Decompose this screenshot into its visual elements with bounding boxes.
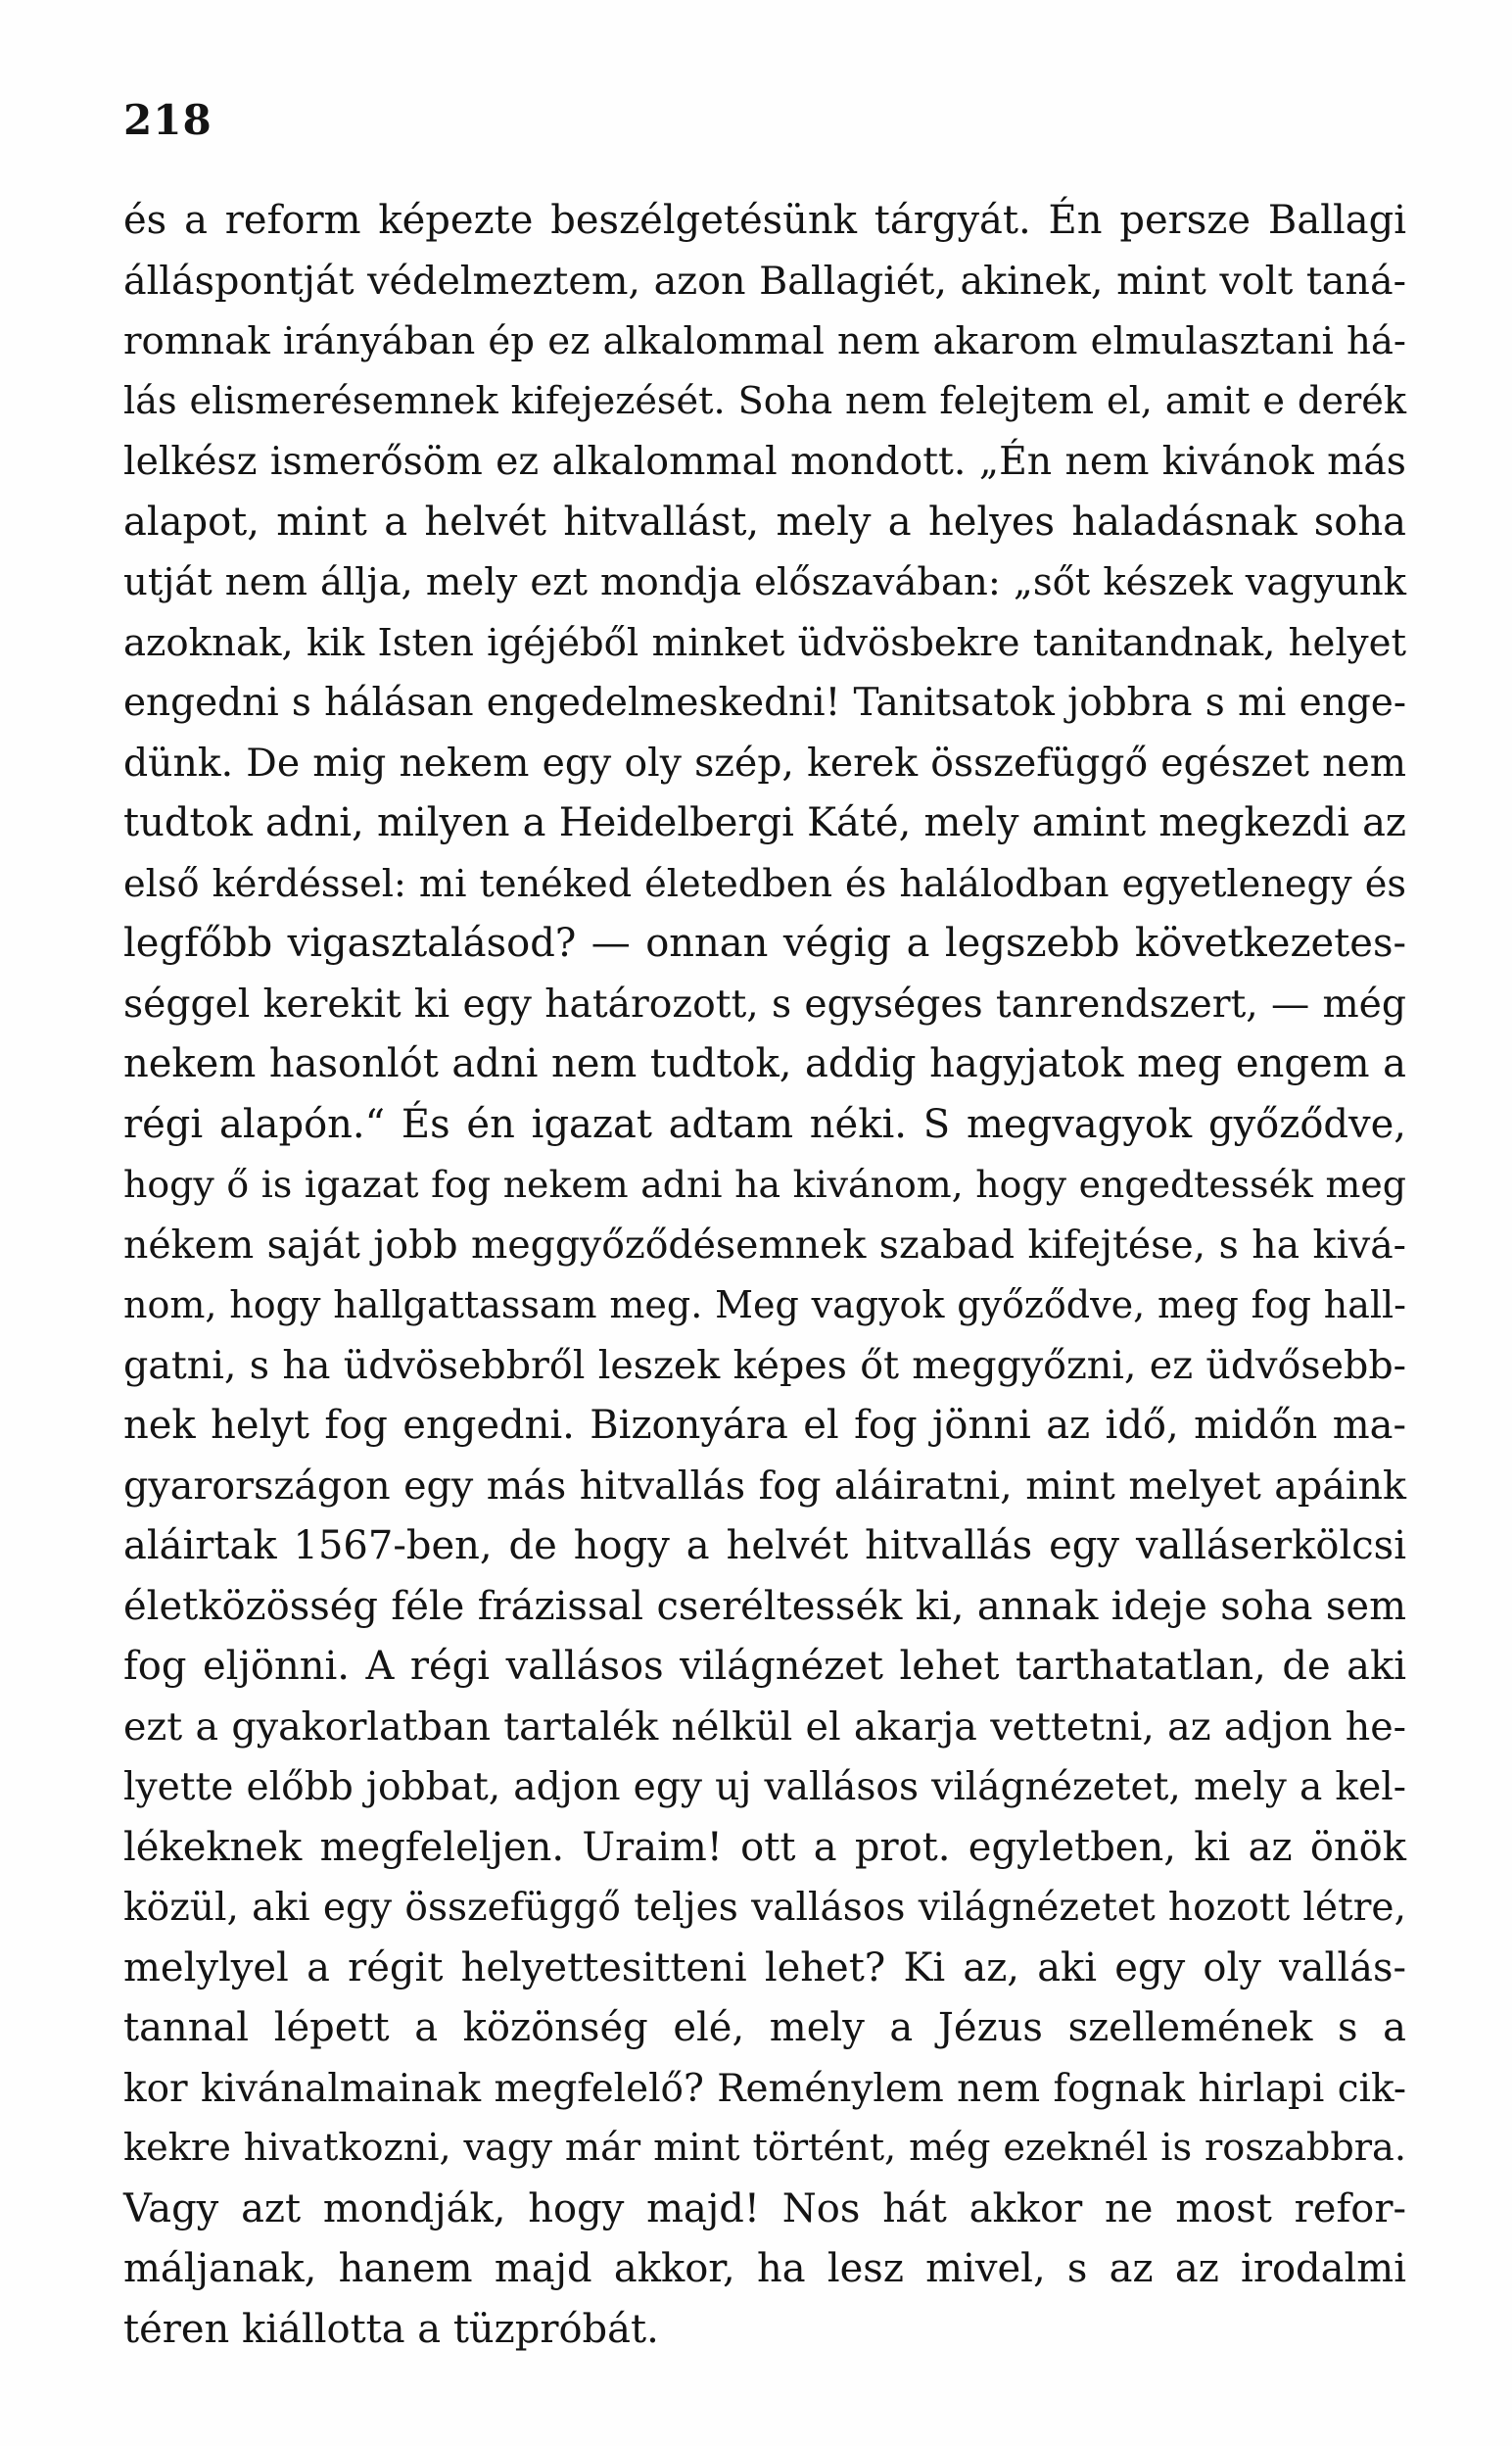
- text-line: nekem hasonlót adni nem tudtok, addig hagyjatok meg engem a: [123, 1041, 1406, 1086]
- text-line: első kérdéssel: mi tenéked életedben és halálodban egyetlenegy és: [123, 861, 1406, 906]
- text-line: legfőbb vigasztalásod? — onnan végig a legszebb következetes-: [123, 921, 1406, 966]
- text-line: tannal lépett a közönség elé, mely a Jézus szellemének s a: [123, 2005, 1406, 2050]
- text-line: alapot, mint a helvét hitvallást, mely a helyes haladásnak soha: [123, 499, 1406, 545]
- text-line: hogy ő is igazat fog nekem adni ha kivánom, hogy engedtessék meg: [123, 1163, 1406, 1206]
- text-line: nom, hogy hallgattassam meg. Meg vagyok győződve, meg fog hall-: [123, 1283, 1406, 1326]
- text-line: régi alapón.“ És én igazat adtam néki. S megvagyok győződve,: [123, 1101, 1406, 1147]
- text-line: életközösség féle frázissal cseréltessék ki, annak ideje soha sem: [123, 1583, 1406, 1629]
- text-line: utját nem állja, mely ezt mondja előszavában: „sőt készek vagyunk: [123, 560, 1406, 604]
- text-line: téren kiállotta a tüzpróbát.: [123, 2306, 659, 2352]
- text-line: álláspontját védelmeztem, azon Ballagiét, akinek, mint volt taná-: [123, 258, 1406, 304]
- text-line: közül, aki egy összefüggő teljes vallásos világnézetet hozott létre,: [123, 1886, 1406, 1930]
- text-line: aláirtak 1567-ben, de hogy a helvét hitvallás egy valláserkölcsi: [123, 1523, 1406, 1568]
- text-line: lékeknek megfeleljen. Uraim! ott a prot. egyletben, ki az önök: [123, 1824, 1406, 1870]
- text-line: máljanak, hanem majd akkor, ha lesz mivel, s az az irodalmi: [123, 2246, 1406, 2291]
- text-line: azoknak, kik Isten igéjéből minket üdvösbekre tanitandnak, helyet: [123, 620, 1406, 665]
- text-line: lyette előbb jobbat, adjon egy uj vallásos világnézetet, mely a kel-: [123, 1765, 1406, 1809]
- body-text: [123, 191, 1406, 2360]
- text-line: lelkész ismerősöm ez alkalommal mondott. „Én nem kivánok más: [123, 439, 1406, 484]
- text-line: melylyel a régit helyettesitteni lehet? Ki az, aki egy oly vallás-: [123, 1944, 1406, 1990]
- text-line: ezt a gyakorlatban tartalék nélkül el akarja vettetni, az adjon he-: [123, 1703, 1406, 1750]
- text-line: és a reform képezte beszélgetésünk tárgyát. Én persze Ballagi: [123, 198, 1406, 243]
- text-line: nek helyt fog engedni. Bizonyára el fog jönni az idő, midőn ma-: [123, 1403, 1406, 1448]
- text-line: kor kivánalmainak megfelelő? Reménylem nem fognak hirlapi cik-: [123, 2066, 1406, 2111]
- text-line: kekre hivatkozni, vagy már mint történt, még ezeknél is roszabbra.: [123, 2127, 1406, 2170]
- text-line: gyarországon egy más hitvallás fog aláiratni, mint melyet apáink: [123, 1463, 1406, 1509]
- page-number: 218: [123, 96, 213, 144]
- text-line: gatni, s ha üdvösebbről leszek képes őt meggyőzni, ez üdvősebb-: [123, 1342, 1406, 1388]
- text-line: engedni s hálásan engedelmeskedni! Tanitsatok jobbra s mi enge-: [123, 681, 1406, 725]
- text-line: tudtok adni, milyen a Heidelbergi Káté, mely amint megkezdi az: [123, 800, 1406, 845]
- text-line: Vagy azt mondják, hogy majd! Nos hát akkor ne most refor-: [123, 2185, 1406, 2231]
- text-line: nékem saját jobb meggyőződésemnek szabad kifejtése, s ha kivá-: [123, 1222, 1406, 1268]
- text-line: romnak irányában ép ez alkalommal nem akarom elmulasztani há-: [123, 319, 1406, 363]
- text-line: lás elismerésemnek kifejezését. Soha nem felejtem el, amit e derék: [123, 379, 1406, 423]
- text-line: dünk. De mig nekem egy oly szép, kerek összefüggő egészet nem: [123, 741, 1406, 786]
- text-line: fog eljönni. A régi vallásos világnézet lehet tarthatatlan, de aki: [123, 1644, 1406, 1689]
- text-line: séggel kerekit ki egy határozott, s egységes tanrendszert, — még: [123, 982, 1406, 1027]
